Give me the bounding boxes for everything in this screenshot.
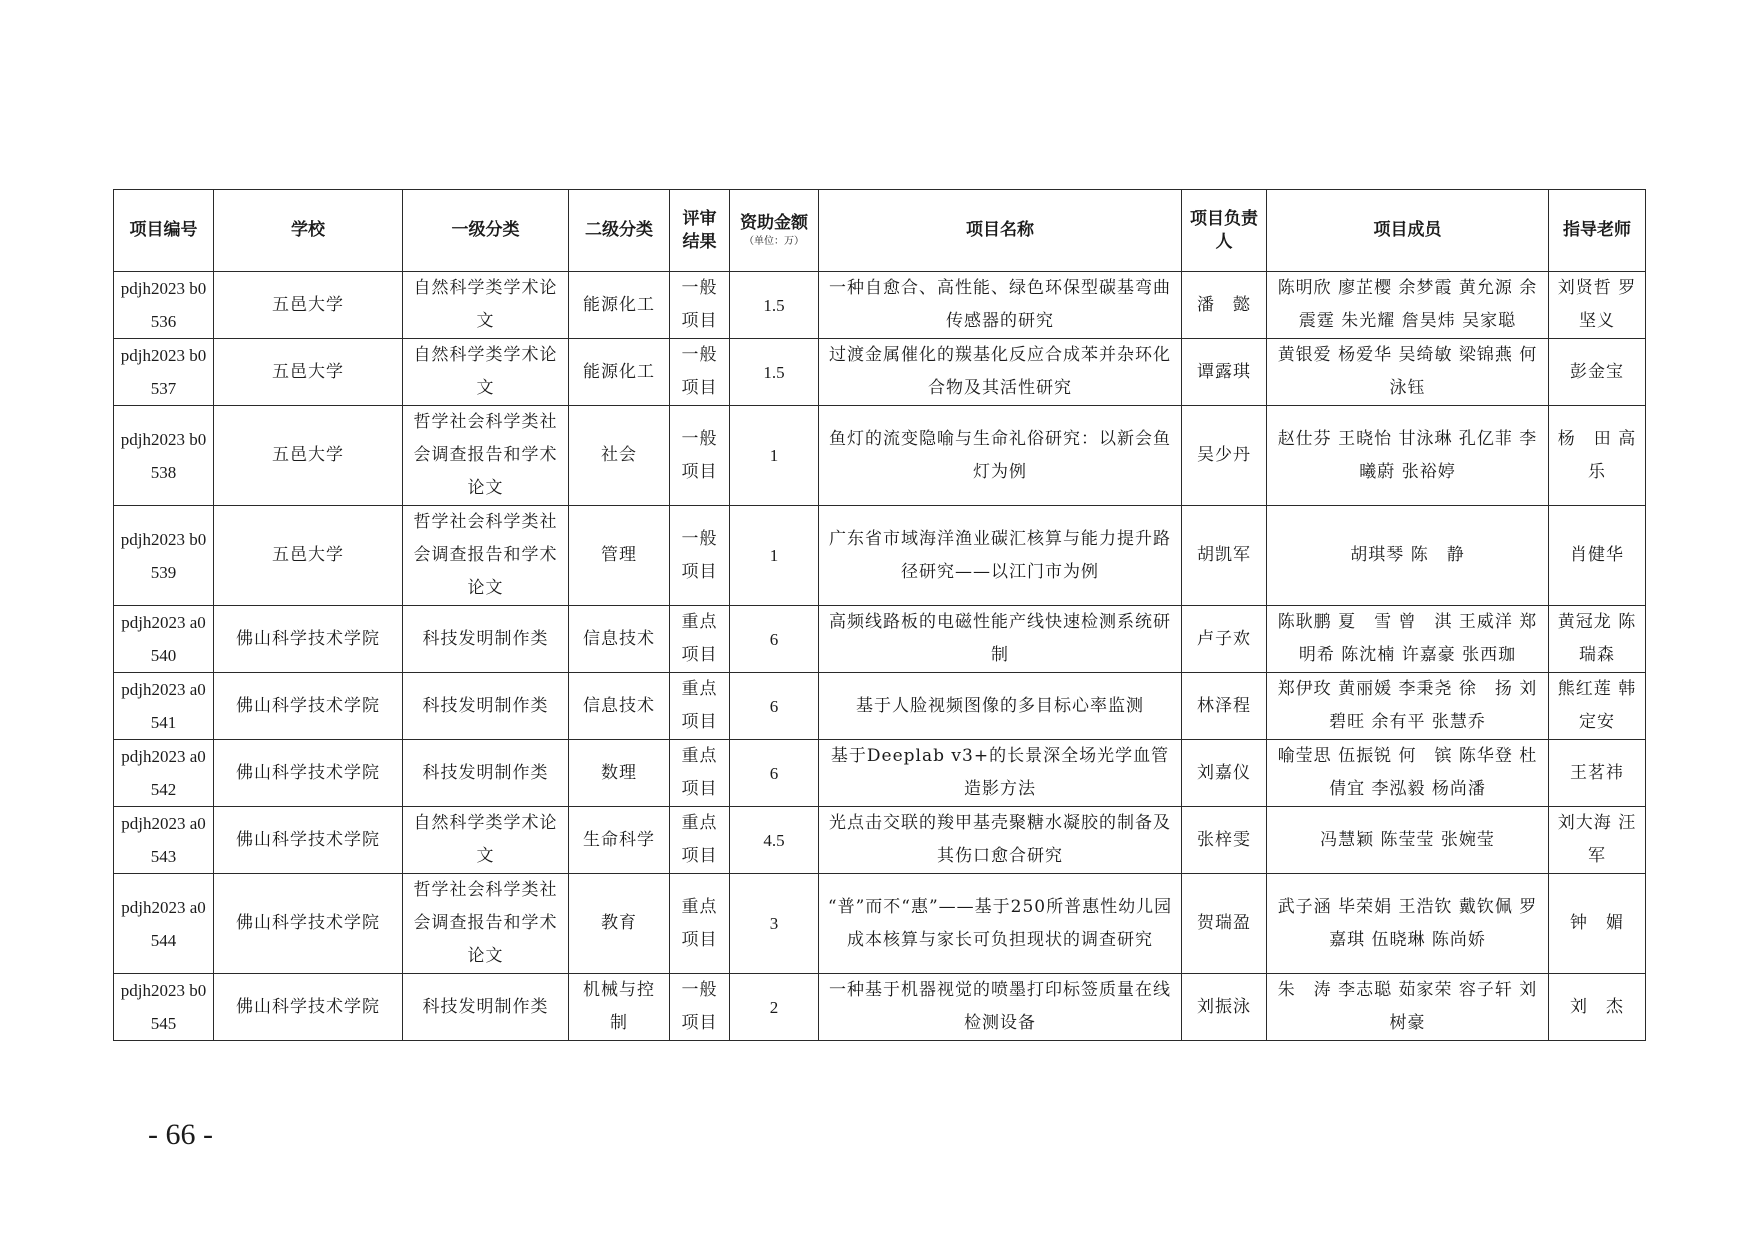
cell-cat1: 哲学社会科学类社会调查报告和学术论文 xyxy=(403,406,569,506)
cell-amount: 6 xyxy=(730,606,819,673)
cell-code: pdjh2023 b0539 xyxy=(114,506,214,606)
cell-school: 五邑大学 xyxy=(214,272,403,339)
header-leader: 项目负责人 xyxy=(1182,190,1267,272)
cell-amount: 1 xyxy=(730,506,819,606)
cell-title: 过渡金属催化的羰基化反应合成苯并杂环化合物及其活性研究 xyxy=(819,339,1182,406)
header-amount xyxy=(730,190,819,272)
cell-result: 重点项目 xyxy=(670,807,730,874)
cell-advisor: 钟 媚 xyxy=(1549,874,1646,974)
cell-leader: 谭露琪 xyxy=(1182,339,1267,406)
cell-leader: 吴少丹 xyxy=(1182,406,1267,506)
cell-code: pdjh2023 a0542 xyxy=(114,740,214,807)
cell-amount: 6 xyxy=(730,673,819,740)
cell-title: 基于Deeplab v3+的长景深全场光学血管造影方法 xyxy=(819,740,1182,807)
table-row xyxy=(114,406,1646,506)
cell-cat1: 科技发明制作类 xyxy=(403,974,569,1041)
cell-cat1: 科技发明制作类 xyxy=(403,606,569,673)
cell-result: 一般项目 xyxy=(670,272,730,339)
cell-code: pdjh2023 a0543 xyxy=(114,807,214,874)
cell-cat2: 机械与控制 xyxy=(569,974,670,1041)
cell-leader: 卢子欢 xyxy=(1182,606,1267,673)
cell-school: 五邑大学 xyxy=(214,506,403,606)
cell-advisor: 杨 田 高 乐 xyxy=(1549,406,1646,506)
cell-result: 重点项目 xyxy=(670,673,730,740)
cell-leader: 刘嘉仪 xyxy=(1182,740,1267,807)
cell-cat2: 教育 xyxy=(569,874,670,974)
cell-school: 佛山科学技术学院 xyxy=(214,606,403,673)
cell-amount: 2 xyxy=(730,974,819,1041)
cell-school: 五邑大学 xyxy=(214,406,403,506)
cell-members: 喻莹思 伍振锐 何 镔 陈华登 杜倩宜 李泓毅 杨尚潘 xyxy=(1267,740,1549,807)
cell-leader: 张梓雯 xyxy=(1182,807,1267,874)
cell-members: 赵仕芬 王晓怡 甘泳琳 孔亿菲 李曦蔚 张裕婷 xyxy=(1267,406,1549,506)
header-title: 项目名称 xyxy=(819,190,1182,272)
table-row xyxy=(114,606,1646,673)
cell-members: 郑伊玫 黄丽媛 李秉尧 徐 扬 刘碧旺 余有平 张慧乔 xyxy=(1267,673,1549,740)
cell-members: 胡琪琴 陈 静 xyxy=(1267,506,1549,606)
header-result: 评审结果 xyxy=(670,190,730,272)
cell-school: 佛山科学技术学院 xyxy=(214,740,403,807)
header-members: 项目成员 xyxy=(1267,190,1549,272)
cell-advisor: 刘 杰 xyxy=(1549,974,1646,1041)
cell-cat1: 自然科学类学术论文 xyxy=(403,272,569,339)
cell-advisor: 王茗祎 xyxy=(1549,740,1646,807)
table-row xyxy=(114,974,1646,1041)
cell-code: pdjh2023 b0545 xyxy=(114,974,214,1041)
project-table xyxy=(113,189,1655,1041)
cell-advisor: 黄冠龙 陈瑞森 xyxy=(1549,606,1646,673)
cell-result: 一般项目 xyxy=(670,406,730,506)
cell-amount: 1 xyxy=(730,406,819,506)
cell-members: 冯慧颖 陈莹莹 张婉莹 xyxy=(1267,807,1549,874)
cell-members: 黄银爱 杨爱华 吴绮敏 梁锦燕 何泳钰 xyxy=(1267,339,1549,406)
cell-members: 朱 涛 李志聪 茹家荣 容子轩 刘树豪 xyxy=(1267,974,1549,1041)
page-number: - 66 - xyxy=(148,1118,213,1151)
cell-leader: 贺瑞盈 xyxy=(1182,874,1267,974)
cell-leader: 潘 懿 xyxy=(1182,272,1267,339)
cell-cat2: 能源化工 xyxy=(569,272,670,339)
cell-result: 一般项目 xyxy=(670,339,730,406)
cell-cat2: 能源化工 xyxy=(569,339,670,406)
cell-members: 武子涵 毕荣娟 王浩钦 戴钦佩 罗嘉琪 伍晓琳 陈尚娇 xyxy=(1267,874,1549,974)
header-row xyxy=(114,190,1646,272)
table-row xyxy=(114,740,1646,807)
cell-title: 光点击交联的羧甲基壳聚糖水凝胶的制备及其伤口愈合研究 xyxy=(819,807,1182,874)
table-row xyxy=(114,272,1646,339)
table-row xyxy=(114,807,1646,874)
table-row xyxy=(114,506,1646,606)
cell-code: pdjh2023 b0536 xyxy=(114,272,214,339)
cell-code: pdjh2023 a0540 xyxy=(114,606,214,673)
cell-amount: 6 xyxy=(730,740,819,807)
cell-title: 一种基于机器视觉的喷墨打印标签质量在线检测设备 xyxy=(819,974,1182,1041)
table-row xyxy=(114,673,1646,740)
header-amount-label: 资助金额 xyxy=(740,213,808,233)
cell-cat2: 数理 xyxy=(569,740,670,807)
cell-cat1: 自然科学类学术论文 xyxy=(403,807,569,874)
cell-cat2: 管理 xyxy=(569,506,670,606)
table-row xyxy=(114,874,1646,974)
cell-result: 重点项目 xyxy=(670,606,730,673)
header-school: 学校 xyxy=(214,190,403,272)
cell-school: 佛山科学技术学院 xyxy=(214,974,403,1041)
cell-school: 佛山科学技术学院 xyxy=(214,673,403,740)
cell-cat1: 科技发明制作类 xyxy=(403,740,569,807)
cell-title: “普”而不“惠”——基于250所普惠性幼儿园成本核算与家长可负担现状的调查研究 xyxy=(819,874,1182,974)
cell-cat2: 信息技术 xyxy=(569,673,670,740)
cell-cat1: 哲学社会科学类社会调查报告和学术论文 xyxy=(403,874,569,974)
cell-amount: 3 xyxy=(730,874,819,974)
cell-cat1: 自然科学类学术论文 xyxy=(403,339,569,406)
cell-advisor: 刘贤哲 罗坚义 xyxy=(1549,272,1646,339)
cell-school: 佛山科学技术学院 xyxy=(214,807,403,874)
cell-amount: 4.5 xyxy=(730,807,819,874)
cell-amount: 1.5 xyxy=(730,339,819,406)
cell-title: 高频线路板的电磁性能产线快速检测系统研制 xyxy=(819,606,1182,673)
cell-result: 重点项目 xyxy=(670,874,730,974)
cell-advisor: 熊红莲 韩定安 xyxy=(1549,673,1646,740)
cell-result: 重点项目 xyxy=(670,740,730,807)
cell-title: 广东省市域海洋渔业碳汇核算与能力提升路径研究——以江门市为例 xyxy=(819,506,1182,606)
cell-code: pdjh2023 a0544 xyxy=(114,874,214,974)
header-cat1: 一级分类 xyxy=(403,190,569,272)
cell-school: 佛山科学技术学院 xyxy=(214,874,403,974)
cell-title: 一种自愈合、高性能、绿色环保型碳基弯曲传感器的研究 xyxy=(819,272,1182,339)
header-advisor: 指导老师 xyxy=(1549,190,1646,272)
cell-result: 一般项目 xyxy=(670,974,730,1041)
cell-cat2: 信息技术 xyxy=(569,606,670,673)
header-cat2: 二级分类 xyxy=(569,190,670,272)
cell-title: 基于人脸视频图像的多目标心率监测 xyxy=(819,673,1182,740)
header-code: 项目编号 xyxy=(114,190,214,272)
cell-code: pdjh2023 b0537 xyxy=(114,339,214,406)
cell-school: 五邑大学 xyxy=(214,339,403,406)
cell-cat1: 科技发明制作类 xyxy=(403,673,569,740)
cell-cat2: 社会 xyxy=(569,406,670,506)
cell-title: 鱼灯的流变隐喻与生命礼俗研究：以新会鱼灯为例 xyxy=(819,406,1182,506)
cell-leader: 刘振泳 xyxy=(1182,974,1267,1041)
cell-cat2: 生命科学 xyxy=(569,807,670,874)
cell-advisor: 刘大海 汪 军 xyxy=(1549,807,1646,874)
cell-members: 陈耿鹏 夏 雪 曾 淇 王威洋 郑明希 陈沈楠 许嘉豪 张西珈 xyxy=(1267,606,1549,673)
cell-code: pdjh2023 a0541 xyxy=(114,673,214,740)
cell-advisor: 肖健华 xyxy=(1549,506,1646,606)
cell-cat1: 哲学社会科学类社会调查报告和学术论文 xyxy=(403,506,569,606)
cell-code: pdjh2023 b0538 xyxy=(114,406,214,506)
cell-advisor: 彭金宝 xyxy=(1549,339,1646,406)
cell-leader: 胡凯军 xyxy=(1182,506,1267,606)
cell-amount: 1.5 xyxy=(730,272,819,339)
cell-result: 一般项目 xyxy=(670,506,730,606)
cell-leader: 林泽程 xyxy=(1182,673,1267,740)
table-row xyxy=(114,339,1646,406)
cell-members: 陈明欣 廖芷樱 余梦霞 黄允源 余震霆 朱光耀 詹昊炜 吴家聪 xyxy=(1267,272,1549,339)
header-amount-unit: （单位：万） xyxy=(744,236,804,247)
